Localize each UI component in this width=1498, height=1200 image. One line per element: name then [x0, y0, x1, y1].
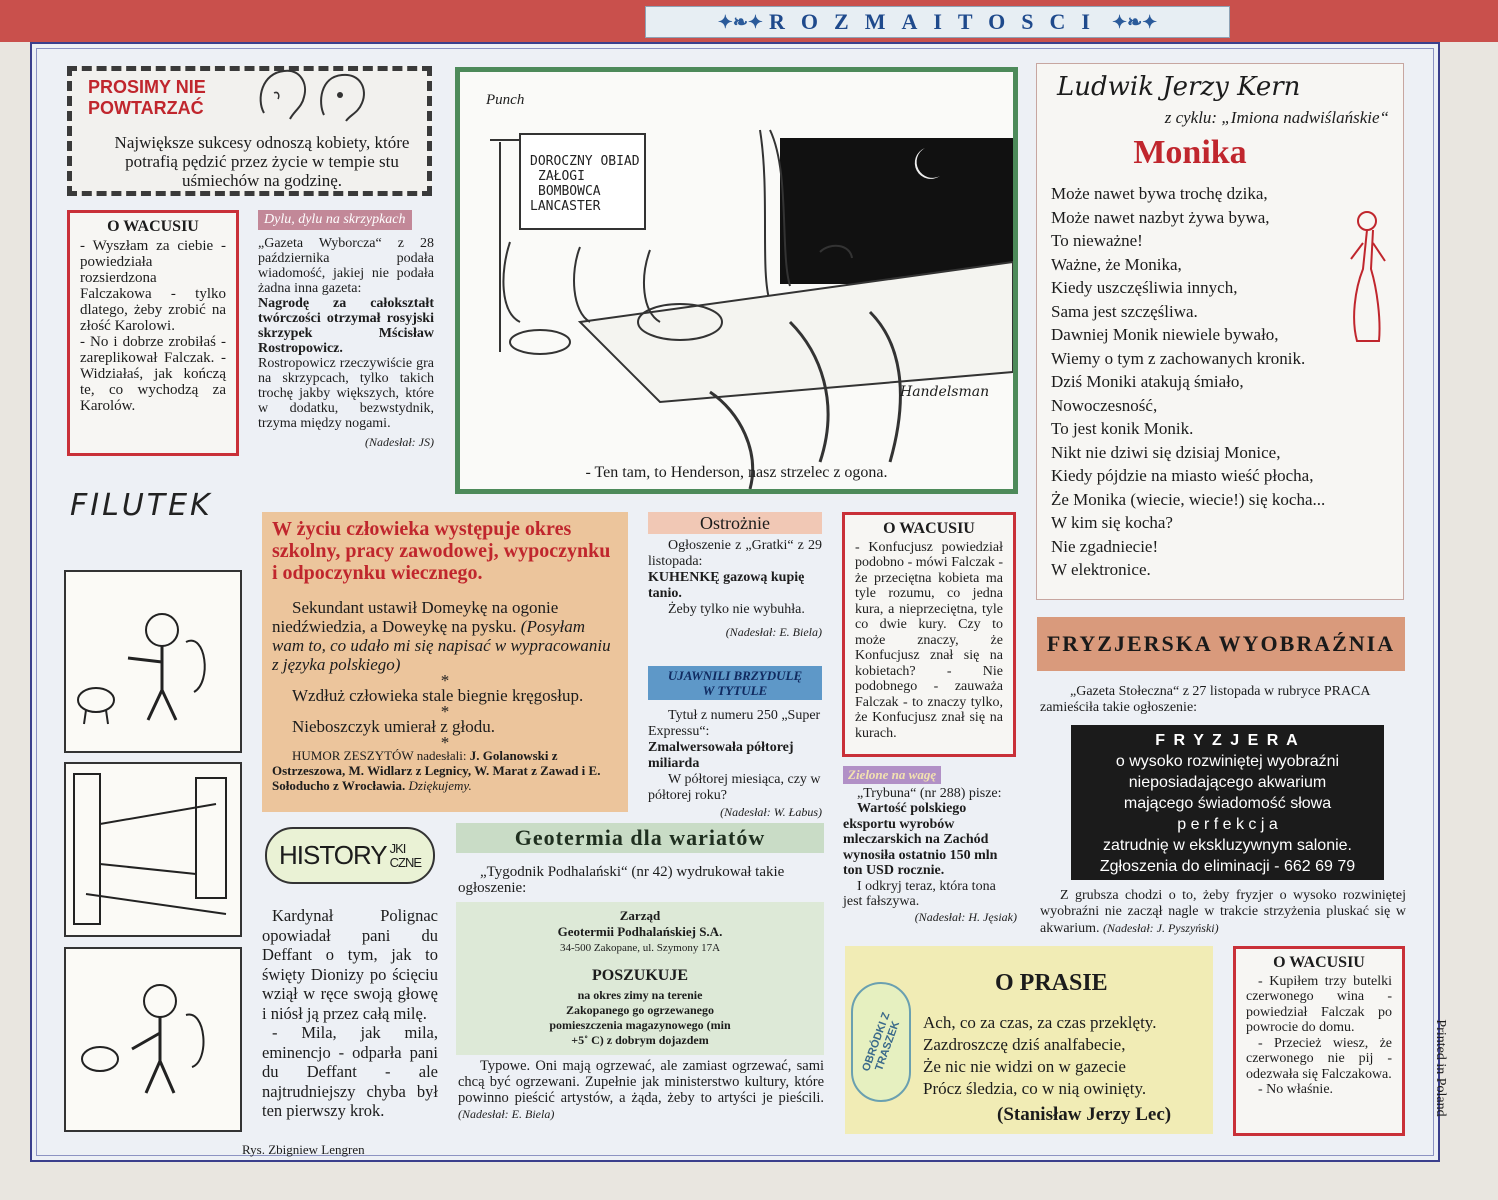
poem-line: Może nawet nazbyt żywa bywa,: [1051, 207, 1270, 227]
poem-line: Nowoczesność,: [1051, 395, 1158, 415]
drawings-credit: Rys. Zbigniew Lengren: [242, 1142, 365, 1157]
bed-illustration-icon: [66, 764, 240, 935]
fryzjer-ad-line-1: F R Y Z J E R A: [1155, 732, 1300, 749]
dylu-bold: Nagrodę za całokształt twórczości otrzymał rosyjski skrzypek Mścisław Rostropowicz.: [258, 296, 434, 356]
dylu-signature: (Nadesłał: JS): [365, 435, 434, 449]
star-separator-2: *: [440, 702, 450, 721]
geotermia-comment: Typowe. Oni mają ogrzewać, ale zamiast ogrzewać, sami chcą być ogrzewani. Zupełnie jak ministerstwo kultury, które powinno pieścić artystów, a żąda, żeby to artyści je pieścili. (Nadesłał: E. Biela): [458, 1058, 824, 1121]
fryzjer-intro: „Gazeta Stołeczna“ z 27 listopada w rubryce PRACA zamieściła takie ogłoszenie:: [1040, 684, 1370, 715]
fryzjer-ad-line-5: p e r f e k c j a: [1177, 816, 1278, 833]
prasa-poem: Ach, co za czas, za czas przeklęty. Zazdroszczę dziś analfabecie, Że nic nie widzi on w gazecie Prócz śledzia, co w nią owinięty.: [923, 1013, 1157, 1098]
poem-line: W elektronice.: [1051, 560, 1151, 579]
ostroznie-title: Ostrożnie: [648, 512, 822, 534]
geo-ad-line-4: POSZUKUJE: [591, 967, 688, 984]
zielone-box: [843, 766, 1017, 938]
poem-line: Wiemy o tym z zachowanych kronik.: [1051, 348, 1306, 368]
poem-line: Nikt nie dziwi się dzisiaj Monice,: [1051, 442, 1281, 462]
poem-line: Dawniej Monik niewiele bywało,: [1051, 325, 1279, 344]
man-with-dog-illustration-icon: [66, 572, 240, 751]
monika-poem-box: [1036, 63, 1404, 600]
zielone-title: Zielone na wagę: [843, 766, 941, 784]
poem-line: Kiedy pójdzie na miasto wieść płocha,: [1051, 466, 1314, 485]
prasa-box: [845, 946, 1213, 1134]
brzydula-bold: Zmalwersowała półtorej miliarda: [648, 740, 794, 771]
wacus-text-3a: - Kupiłem trzy butelki czerwonego wina - powiedział Falczak po powrocie do domu.: [1246, 973, 1392, 1035]
ostroznie-bold: KUHENKĘ gazową kupię tanio.: [648, 570, 805, 601]
historyjki-box: [262, 906, 438, 1136]
geotermia-ad: [456, 902, 824, 1055]
poem-line: Ważne, że Monika,: [1051, 254, 1182, 274]
dinner-table-illustration-icon: [460, 72, 1013, 489]
ostroznie-text-1: Ogłoszenie z „Gratki“ z 29 listopada:: [648, 538, 822, 569]
cartoon-sign: DOROCZNY OBIAD ZAŁOGI BOMBOWCA LANCASTER: [530, 154, 640, 214]
cartoon-source: Punch: [486, 92, 525, 108]
fryzjer-ad-line-2: o wysoko rozwiniętej wyobraźni: [1115, 753, 1340, 770]
humor-title: W życiu człowieka występuje okres szkolny, pracy zawodowej, wypoczynku i odpoczynku wiecznego.: [272, 518, 611, 584]
dylu-text-1: „Gazeta Wyborcza“ z 28 października podała wiadomość, jakiej nie podała żadna inna gazeta:: [258, 236, 434, 296]
section-title: ROZMAITOSCI: [769, 9, 1106, 34]
zielone-bold: Wartość polskiego eksportu wyrobów mleczarskich na Zachód wynosiła ostatnio 150 mln ton USD rocznie.: [843, 801, 998, 878]
poem-cycle: z cyklu: „Imiona nadwiślańskie“: [1164, 108, 1389, 127]
wacus-box-1: [67, 210, 239, 456]
poem-line: Nie zgadniecie!: [1051, 536, 1159, 556]
brzydula-text-2: W półtorej miesiąca, czy w półtorej roku?: [648, 772, 821, 803]
geo-ad-line-5: na okres zimy na terenie Zakopanego go ogrzewanego pomieszczenia magazynowego (min +5˚ C) z dobrym dojazdem: [549, 988, 731, 1047]
zielone-signature: (Nadesłał: H. Jęsiak): [914, 909, 1017, 924]
stamp-main: HISTORY: [278, 840, 387, 870]
star-separator-3: *: [440, 733, 450, 752]
prasa-badge: OBRÓDKI Z TRASZEK: [860, 1010, 903, 1074]
comic-panel-3: [64, 947, 242, 1132]
poem-line: Że Monika (wiecie, wiecie!) się kocha...: [1051, 489, 1326, 509]
fryzjer-ad-line-3: nieposiadającego akwarium: [1128, 774, 1327, 791]
brzydula-signature: (Nadesłał: W. Łabus): [720, 805, 822, 819]
humor-text-2: Wzdłuż człowieka stale biegnie kręgosłup.: [292, 686, 584, 705]
man-feeding-dog-illustration-icon: [66, 949, 240, 1130]
prosimy-box: [67, 66, 432, 196]
brzydula-text-1: Tytuł z numeru 250 „Super Expressu“:: [648, 708, 821, 739]
humor-text-1: Sekundant ustawił Domeykę na ogonie niedźwiedzia, a Doweykę na pysku. (Posyłam wam to, co udało mi się napisać w wypracowaniu z języka polskiego): [272, 598, 611, 674]
prasa-author: (Stanisław Jerzy Lec): [997, 1104, 1172, 1125]
dylu-text-2: Rostropowicz rzeczywiście gra na skrzypcach, tylko takich trochę jakby większych, które w dodatku, bezwstydnik, trzyma między nogami.: [258, 356, 434, 431]
geo-ad-line-3: 34-500 Zakopane, ul. Szymony 17A: [559, 942, 721, 954]
poem-author: Ludwik Jerzy Kern: [1057, 72, 1301, 102]
dylu-title: Dylu, dylu na skrzypkach: [258, 210, 412, 230]
dylu-box: [258, 210, 434, 500]
wacus-title-1: O WACUSIU: [107, 218, 199, 235]
wacus-text-3b: - Przecież wiesz, że czerwonego nie pij - odezwała się Falczakowa.: [1246, 1035, 1392, 1082]
humor-text-3: Nieboszczyk umierał z głodu.: [292, 717, 495, 736]
poem-line: W kim się kocha?: [1051, 513, 1173, 532]
prosimy-title: PROSIMY NIE POWTARZAĆ: [88, 77, 206, 118]
historyjki-text-2: - Mila, jak mila, eminencjo - odparła pani du Deffant - ale najtrudniejszy chyba był ten pierwszy krok.: [262, 1023, 438, 1120]
poem-line: To nieważne!: [1051, 231, 1143, 250]
ostroznie-box: [648, 512, 822, 657]
comic-panel-2: [64, 762, 242, 937]
comic-panel-1: [64, 570, 242, 753]
fryzjer-title: FRYZJERSKA WYOBRAŹNIA: [1037, 617, 1405, 671]
ostroznie-text-2: Żeby tylko nie wybuhła.: [668, 602, 805, 617]
fryzjer-ad-line-6: zatrudnię w ekskluzywnym salonie.: [1103, 837, 1352, 854]
humor-zeszytow-box: [262, 512, 628, 812]
prasa-title: O PRASIE: [995, 970, 1108, 996]
poem-line: Sama jest szczęśliwa.: [1051, 301, 1198, 321]
right-ornament-icon: ✦❧✦: [1111, 11, 1158, 32]
geo-ad-line-2: Geotermii Podhalańskiej S.A.: [557, 924, 723, 939]
geotermia-title: Geotermia dla wariatów: [456, 823, 824, 853]
poem-line: Kiedy uszczęśliwia innych,: [1051, 278, 1238, 297]
brzydula-box: [648, 666, 822, 819]
wacus-box-3: [1233, 946, 1405, 1136]
printed-in-poland: Printed in Poland: [1433, 1019, 1448, 1117]
poem-line: To jest konik Monik.: [1051, 419, 1194, 438]
historyjki-text-1: Kardynał Polignac opowiadał pani du Deffant o tym, jak to święty Dionizy po ścięciu wziął w ręce swoją głowę i niósł ją przez całą milę.: [262, 906, 438, 1023]
prosimy-text: Największe sukcesy odnoszą kobiety, które potrafią pędzić przez życie w tempie stu uśmiechów na godzinę.: [114, 133, 410, 190]
brzydula-title: UJAWNILI BRZYDULĘ W TYTULE: [648, 666, 822, 700]
humor-credits: HUMOR ZESZYTÓW nadesłali: J. Golanowski z Ostrzeszowa, M. Widlarz z Legnicy, W. Marat z Zawad i E. Sołoducho z Wrocławia. Dziękujemy.: [272, 748, 601, 793]
heads-illustration-icon: [250, 63, 380, 125]
cartoon-artist-signature: Handelsman: [900, 384, 990, 400]
cartoon-frame: [455, 67, 1018, 494]
wacus-text-1b: - No i dobrze zrobiłaś - zareplikował Falczak. - Widziałaś, jak kończą te, co wychodzą za Karolów.: [80, 334, 226, 414]
filutek-logo: FILUTEK: [70, 488, 213, 523]
poem-title: Monika: [1133, 134, 1247, 171]
wacus-title-2: O WACUSIU: [883, 520, 975, 537]
historyjki-stamp: [265, 827, 435, 884]
wacus-box-2: [842, 512, 1016, 757]
poem-line: Może nawet bywa trochę dzika,: [1051, 184, 1268, 203]
ostroznie-signature: (Nadesłał: E. Biela): [725, 625, 822, 639]
woman-figure-icon: [1337, 209, 1397, 349]
fryzjer-ad: [1071, 725, 1384, 880]
wacus-text-3c: - No właśnie.: [1258, 1082, 1334, 1097]
zielone-text-2: I odkryj teraz, która tona jest fałszywa.: [843, 878, 996, 909]
wacus-title-3: O WACUSIU: [1273, 954, 1365, 971]
fryzjer-ad-line-4: mającego świadomość słowa: [1123, 795, 1332, 812]
section-header: [645, 6, 1230, 38]
wacus-text-2: - Konfucjusz powiedział podobno - mówi Falczak - że przeciętna kobieta ma tyle rozumu, co jedna kura, a nieprzeciętna, tyle co dwie kury. Czy to może znaczy, że Konfucjusz znał się na kobietach? - Nie podobnego - zauważa Falczak - to znaczy tylko, że Konfucjusz znał się na kurach.: [855, 539, 1003, 741]
fryzjer-comment: Z grubsza chodzi o to, żeby fryzjer o wysoko rozwiniętej wyobraźni nie zaczął nagle w trakcie strzyżenia pluskać się w akwarium. (Nadesłał: J. Pyszyński): [1040, 888, 1406, 936]
cartoon-caption: - Ten tam, to Henderson, nasz strzelec z ogona.: [585, 464, 888, 481]
geo-ad-line-1: Zarząd: [619, 908, 661, 923]
geotermia-intro: „Tygodnik Podhalański“ (nr 42) wydrukował takie ogłoszenie:: [458, 864, 785, 896]
fryzjer-ad-line-7: Zgłoszenia do eliminacji - 662 69 79: [1099, 858, 1356, 875]
left-ornament-icon: ✦❧✦: [717, 11, 764, 32]
poem-line: Dziś Moniki atakują śmiało,: [1051, 372, 1244, 391]
wacus-text-1a: - Wyszłam za ciebie - powiedziała rozsierdzona Falczakowa - tylko dlatego, żeby zrobić na złość Karolowi.: [80, 238, 226, 334]
star-separator-1: *: [440, 671, 450, 690]
stamp-suffix: JKI CZNE: [389, 840, 422, 870]
zielone-text-1: „Trybuna“ (nr 288) pisze:: [857, 785, 1002, 801]
